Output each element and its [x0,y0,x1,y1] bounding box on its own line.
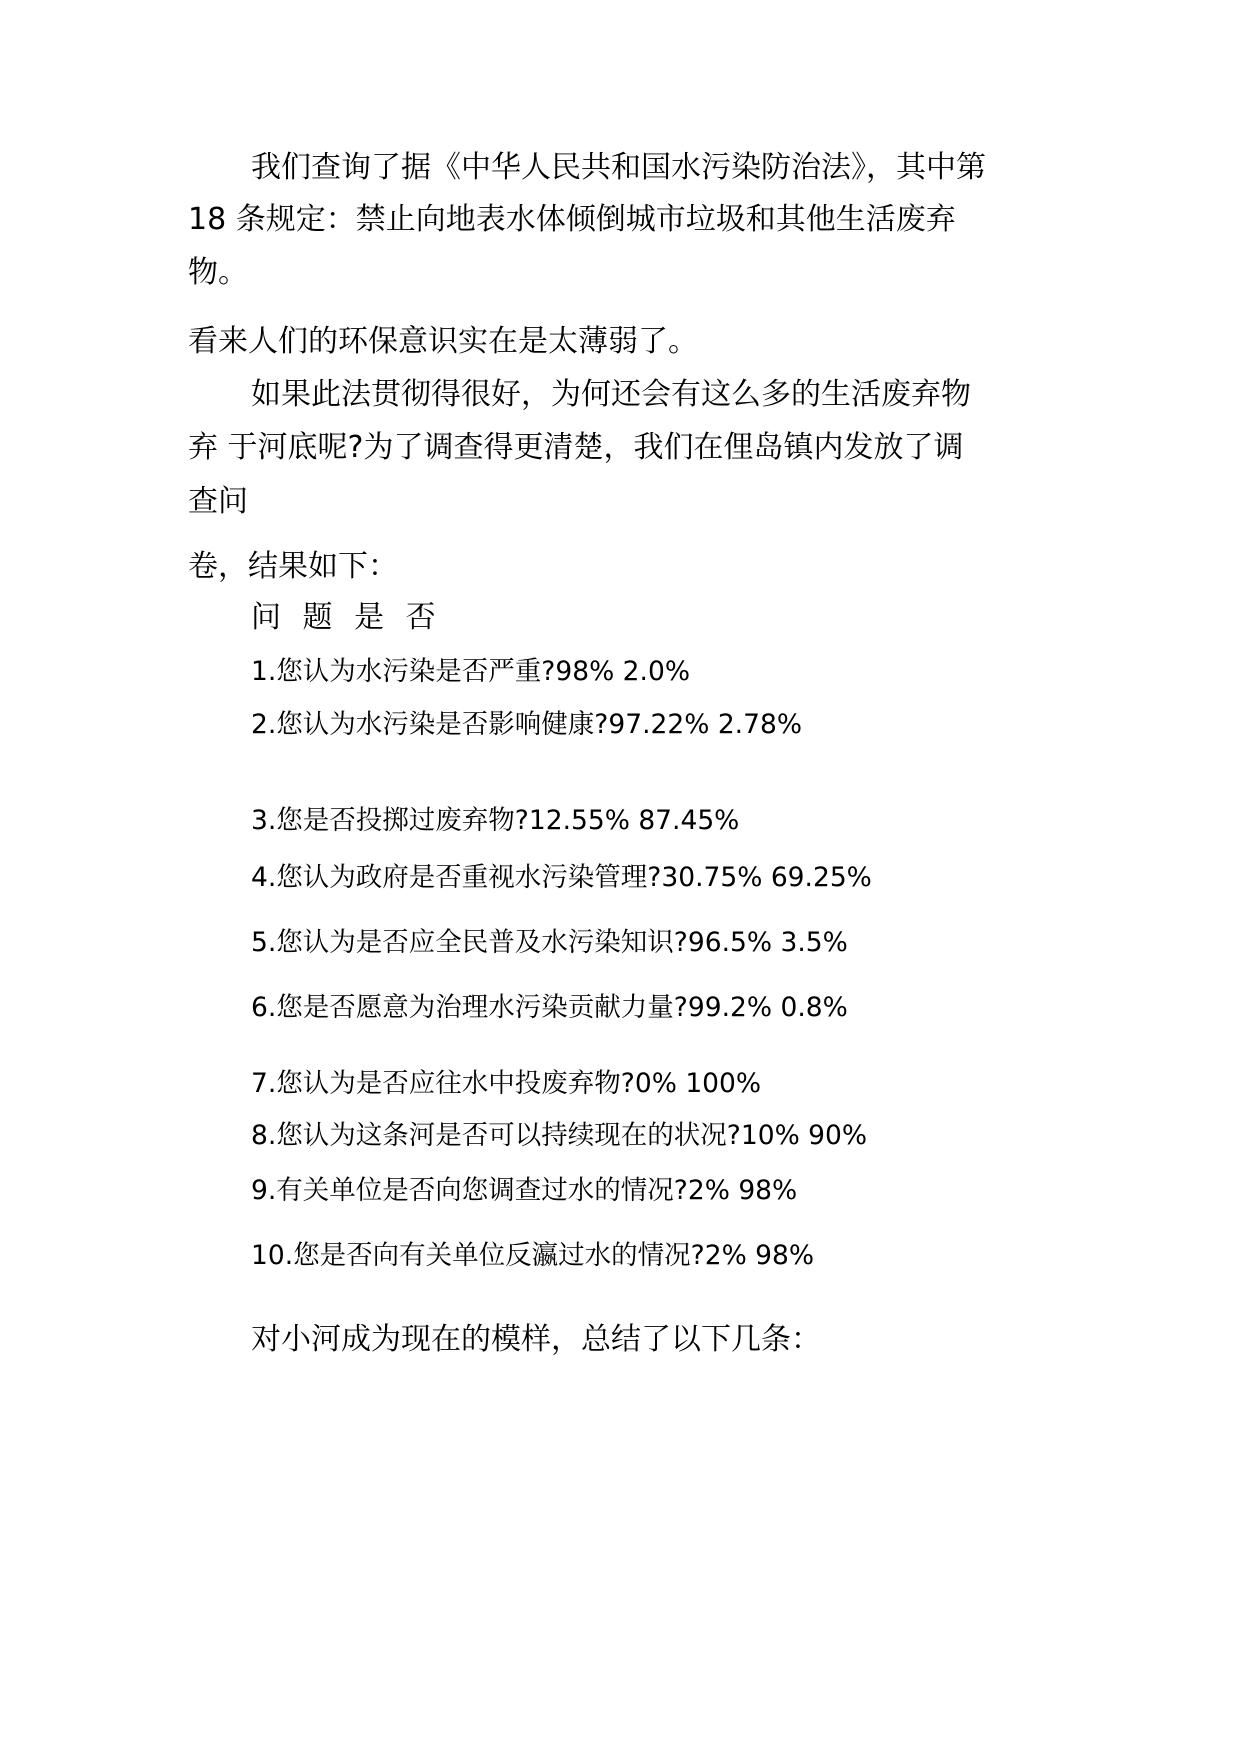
paragraph-results-intro: 卷，结果如下： [188,549,398,584]
survey-row: 3.您是否投掷过废弃物?12.55% 87.45% [251,805,740,836]
paragraph-question-line-3: 查问 [188,484,248,519]
paragraph-question-line-1: 如果此法贯彻得很好，为何还会有这么多的生活废弃物 [251,377,971,412]
survey-row: 1.您认为水污染是否严重?98% 2.0% [251,656,690,687]
paragraph-conclusion: 对小河成为现在的模样，总结了以下几条： [251,1322,821,1357]
paragraph-law-line-1: 我们查询了据《中华人民共和国水污染防治法》，其中第 [251,150,986,185]
survey-row: 2.您认为水污染是否影响健康?97.22% 2.78% [251,709,803,740]
paragraph-law-line-3: 物。 [188,255,248,290]
survey-row: 7.您认为是否应往水中投废弃物?0% 100% [251,1068,762,1099]
survey-row: 6.您是否愿意为治理水污染贡献力量?99.2% 0.8% [251,992,848,1023]
paragraph-question-line-2: 弃 于河底呢?为了调查得更清楚，我们在俚岛镇内发放了调 [188,430,964,465]
survey-row: 9.有关单位是否向您调查过水的情况?2% 98% [251,1175,798,1206]
paragraph-awareness: 看来人们的环保意识实在是太薄弱了。 [188,324,698,359]
survey-row: 4.您认为政府是否重视水污染管理?30.75% 69.25% [251,862,872,893]
paragraph-law-line-2: 18 条规定：禁止向地表水体倾倒城市垃圾和其他生活废弃 [188,202,956,237]
survey-row: 8.您认为这条河是否可以持续现在的状况?10% 90% [251,1120,868,1151]
survey-row: 5.您认为是否应全民普及水污染知识?96.5% 3.5% [251,927,848,958]
survey-row: 10.您是否向有关单位反瀛过水的情况?2% 98% [251,1240,815,1271]
survey-header: 问 题 是 否 [251,600,442,635]
